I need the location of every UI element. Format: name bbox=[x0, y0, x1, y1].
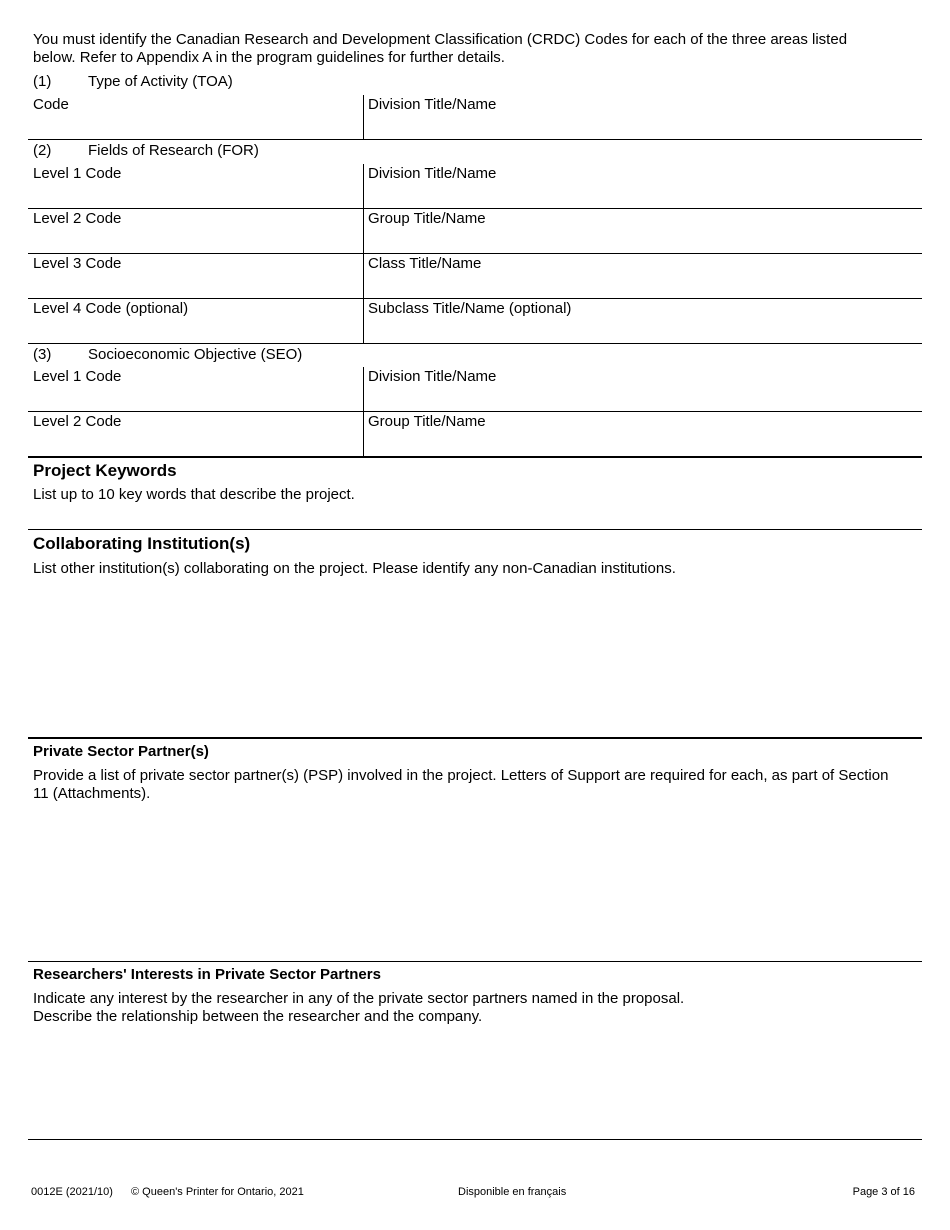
keywords-bottom-rule bbox=[28, 529, 922, 530]
for-bottom-rule bbox=[28, 343, 922, 344]
intro-line-1: You must identify the Canadian Research and Development Classification (CRDC) Codes for each of the three areas listed bbox=[33, 31, 848, 48]
for-level2-code-input[interactable] bbox=[33, 231, 353, 249]
footer-copyright: © Queen's Printer for Ontario, 2021 bbox=[131, 1186, 304, 1198]
for-row-1-title-label: Division Title/Name bbox=[368, 165, 497, 182]
for-row-2-label: Level 2 Code bbox=[33, 210, 122, 227]
psp-heading: Private Sector Partner(s) bbox=[33, 743, 209, 760]
for-title: Fields of Research (FOR) bbox=[88, 142, 259, 159]
seo-number: (3) bbox=[33, 346, 52, 363]
keywords-instruction: List up to 10 key words that describe the project. bbox=[33, 486, 355, 503]
psp-textarea[interactable] bbox=[33, 808, 918, 956]
footer-french-link: Disponible en français bbox=[458, 1186, 567, 1198]
seo-level2-title-input[interactable] bbox=[368, 434, 918, 452]
toa-number: (1) bbox=[33, 73, 52, 90]
for-level3-code-input[interactable] bbox=[33, 276, 353, 294]
collab-instruction: List other institution(s) collaborating on the project. Please identify any non-Canadian institutions. bbox=[33, 560, 676, 577]
interests-bottom-rule bbox=[28, 1139, 922, 1140]
psp-instruction-line-1: Provide a list of private sector partner(s) (PSP) involved in the project. Letters of Support are required for each, as part of Section bbox=[33, 767, 889, 784]
toa-code-input[interactable] bbox=[33, 117, 353, 135]
collab-heading: Collaborating Institution(s) bbox=[33, 534, 251, 553]
for-row-4-title-label: Subclass Title/Name (optional) bbox=[368, 300, 572, 317]
keywords-heading: Project Keywords bbox=[33, 461, 177, 480]
toa-bottom-rule bbox=[28, 139, 922, 140]
for-divider bbox=[363, 164, 364, 344]
seo-row-1-title-label: Division Title/Name bbox=[368, 368, 497, 385]
toa-divider bbox=[363, 95, 364, 139]
intro-line-2: below. Refer to Appendix A in the program guidelines for further details. bbox=[33, 49, 505, 66]
psp-instruction-line-2: 11 (Attachments). bbox=[33, 785, 151, 802]
seo-level1-code-input[interactable] bbox=[33, 389, 353, 407]
seo-row-2-label: Level 2 Code bbox=[33, 413, 122, 430]
seo-rule-1 bbox=[28, 411, 922, 412]
for-row-3-label: Level 3 Code bbox=[33, 255, 122, 272]
toa-title: Type of Activity (TOA) bbox=[88, 73, 233, 90]
toa-division-label: Division Title/Name bbox=[368, 96, 497, 113]
for-row-2-title-label: Group Title/Name bbox=[368, 210, 486, 227]
footer-form-number: 0012E (2021/10) bbox=[31, 1186, 113, 1198]
for-row-1-label: Level 1 Code bbox=[33, 165, 122, 182]
for-rule-2 bbox=[28, 253, 922, 254]
for-row-4-label: Level 4 Code (optional) bbox=[33, 300, 189, 317]
seo-row-2-title-label: Group Title/Name bbox=[368, 413, 486, 430]
for-level4-title-input[interactable] bbox=[368, 321, 918, 339]
for-rule-3 bbox=[28, 298, 922, 299]
seo-title: Socioeconomic Objective (SEO) bbox=[88, 346, 303, 363]
seo-bottom-rule bbox=[28, 456, 922, 458]
for-level4-code-input[interactable] bbox=[33, 321, 353, 339]
for-level2-title-input[interactable] bbox=[368, 231, 918, 249]
for-level3-title-input[interactable] bbox=[368, 276, 918, 294]
interests-instruction-line-1: Indicate any interest by the researcher in any of the private sector partners named in the proposal. bbox=[33, 990, 685, 1007]
interests-textarea[interactable] bbox=[33, 1031, 918, 1133]
interests-instruction-line-2: Describe the relationship between the researcher and the company. bbox=[33, 1008, 483, 1025]
psp-bottom-rule bbox=[28, 961, 922, 962]
collab-textarea[interactable] bbox=[33, 582, 918, 732]
interests-heading: Researchers' Interests in Private Sector Partners bbox=[33, 966, 381, 983]
for-row-3-title-label: Class Title/Name bbox=[368, 255, 482, 272]
footer-page-number: Page 3 of 16 bbox=[852, 1186, 915, 1198]
for-number: (2) bbox=[33, 142, 52, 159]
seo-level1-title-input[interactable] bbox=[368, 389, 918, 407]
keywords-input[interactable] bbox=[33, 507, 918, 525]
collab-bottom-rule bbox=[28, 737, 922, 739]
toa-code-label: Code bbox=[33, 96, 69, 113]
seo-row-1-label: Level 1 Code bbox=[33, 368, 122, 385]
for-rule-1 bbox=[28, 208, 922, 209]
for-level1-code-input[interactable] bbox=[33, 186, 353, 204]
seo-level2-code-input[interactable] bbox=[33, 434, 353, 452]
for-level1-title-input[interactable] bbox=[368, 186, 918, 204]
toa-division-input[interactable] bbox=[368, 117, 918, 135]
